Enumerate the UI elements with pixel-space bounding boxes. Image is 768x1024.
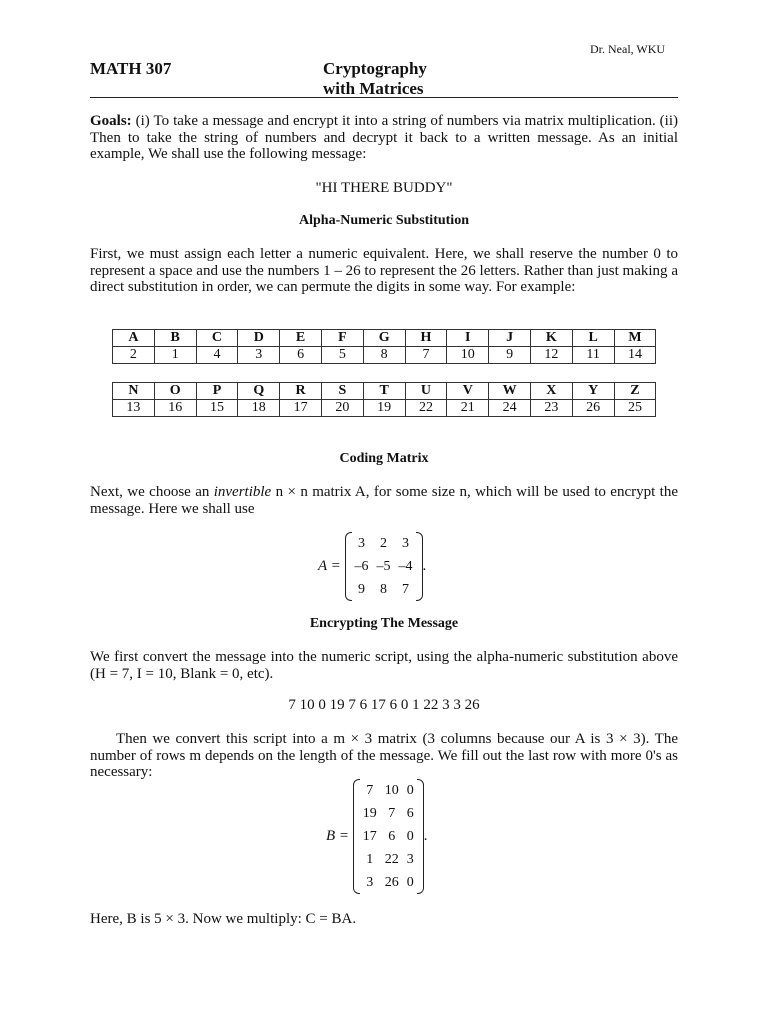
- page-title: [323, 59, 427, 99]
- matrix-entry: 3: [402, 535, 410, 551]
- matrix-entry: 3: [358, 535, 366, 551]
- matrix-a-equation: [318, 532, 426, 601]
- matrix-entry: 26: [384, 874, 399, 890]
- matrix-entry: 6: [388, 828, 396, 844]
- matrix-row: [359, 871, 418, 894]
- letter-cell: H: [405, 330, 447, 347]
- number-cell: 23: [530, 400, 572, 417]
- number-cell: 12: [530, 347, 572, 364]
- matrix-a-label: A =: [318, 557, 341, 574]
- matrix-a-body: [351, 532, 417, 601]
- right-bracket: [416, 532, 423, 601]
- letter-cell: N: [113, 383, 155, 400]
- letter-cell: T: [363, 383, 405, 400]
- number-cell: 18: [238, 400, 280, 417]
- matrix-entry: 10: [384, 782, 399, 798]
- matrix-entry: 6: [406, 805, 414, 821]
- matrix-entry: 19: [362, 805, 377, 821]
- number-cell: 10: [447, 347, 489, 364]
- goals-text: (i) To take a message and encrypt it into a string of numbers via matrix multiplication. (ii) Then to take the string of numbers and decrypt it back to a written message. As an initial example, We shall use the following message:: [90, 113, 678, 162]
- matrix-entry: 7: [402, 581, 410, 597]
- header-divider: [90, 97, 678, 98]
- letter-cell: M: [614, 330, 656, 347]
- table-row-numbers: [113, 400, 656, 417]
- matrix-entry: 3: [406, 851, 414, 867]
- matrix-entry: 22: [384, 851, 399, 867]
- coding-matrix-paragraph: [90, 484, 678, 517]
- goals-paragraph: [90, 113, 678, 163]
- number-cell: 21: [447, 400, 489, 417]
- number-cell: 3: [238, 347, 280, 364]
- letter-cell: X: [530, 383, 572, 400]
- matrix-row: [351, 532, 417, 555]
- table-row-letters: [113, 383, 656, 400]
- number-cell: 16: [154, 400, 196, 417]
- encrypting-paragraph: We first convert the message into the numeric script, using the alpha-numeric substitution above (H = 7, I = 10, Blank = 0, etc).: [90, 649, 678, 682]
- matrix-entry: 2: [380, 535, 388, 551]
- title-line-1: Cryptography: [323, 59, 427, 78]
- number-cell: 19: [363, 400, 405, 417]
- matrix-entry: 9: [358, 581, 366, 597]
- matrix-entry: 8: [380, 581, 388, 597]
- matrix-row: [359, 802, 418, 825]
- letter-cell: I: [447, 330, 489, 347]
- matrix-entry: 0: [406, 828, 414, 844]
- heading-encrypting: Encrypting The Message: [309, 616, 459, 631]
- number-cell: 11: [572, 347, 614, 364]
- number-cell: 8: [363, 347, 405, 364]
- matrix-b-body: [359, 779, 418, 894]
- letter-cell: Y: [572, 383, 614, 400]
- matrix-entry: 1: [366, 851, 374, 867]
- matrix-row: [359, 825, 418, 848]
- letter-cell: C: [196, 330, 238, 347]
- number-cell: 20: [321, 400, 363, 417]
- letter-cell: V: [447, 383, 489, 400]
- matrix-entry: 7: [388, 805, 396, 821]
- letter-cell: R: [280, 383, 322, 400]
- table-row-letters: [113, 330, 656, 347]
- number-cell: 14: [614, 347, 656, 364]
- matrix-row: [359, 848, 418, 871]
- title-line-2: with Matrices: [323, 79, 424, 98]
- letter-cell: G: [363, 330, 405, 347]
- matrix-b: [353, 779, 424, 894]
- left-bracket: [353, 779, 360, 894]
- right-bracket: [417, 779, 424, 894]
- letter-cell: S: [321, 383, 363, 400]
- number-cell: 13: [113, 400, 155, 417]
- author-name: Dr. Neal, WKU: [590, 42, 666, 56]
- number-cell: 7: [405, 347, 447, 364]
- number-cell: 5: [321, 347, 363, 364]
- matrix-b-paragraph: Then we convert this script into a m × 3 matrix (3 columns because our A is 3 × 3). The number of rows m depends on the length of the message. We fill out the last row with more 0's as necessary:: [90, 731, 678, 780]
- matrix-entry: 7: [366, 782, 374, 798]
- letter-cell: P: [196, 383, 238, 400]
- coding-text-a: Next, we choose an: [90, 484, 214, 500]
- letter-cell: L: [572, 330, 614, 347]
- number-cell: 1: [154, 347, 196, 364]
- substitution-paragraph: First, we must assign each letter a numeric equivalent. Here, we shall reserve the number 0 to represent a space and use the numbers 1 – 26 to represent the 26 letters. Rather than just making a direct substitution in order, we can permute the digits in some way. For example:: [90, 246, 678, 295]
- matrix-b-period: .: [423, 827, 428, 844]
- letter-cell: B: [154, 330, 196, 347]
- number-cell: 25: [614, 400, 656, 417]
- closing-line: Here, B is 5 × 3. Now we multiply: C = BA.: [90, 911, 357, 927]
- letter-cell: D: [238, 330, 280, 347]
- number-cell: 26: [572, 400, 614, 417]
- letter-cell: W: [489, 383, 531, 400]
- coding-text-b: n × n matrix A, for some size n, which will be used to encrypt the message. Here we shall use: [90, 484, 678, 517]
- letter-cell: J: [489, 330, 531, 347]
- heading-coding-matrix: Coding Matrix: [339, 451, 429, 466]
- number-cell: 9: [489, 347, 531, 364]
- matrix-entry: 0: [406, 782, 414, 798]
- number-cell: 15: [196, 400, 238, 417]
- number-cell: 2: [113, 347, 155, 364]
- goals-label: Goals:: [90, 113, 132, 129]
- matrix-row: [359, 779, 418, 802]
- course-code: MATH 307: [90, 59, 172, 78]
- number-cell: 17: [280, 400, 322, 417]
- substitution-table-1: [112, 329, 656, 364]
- letter-cell: F: [321, 330, 363, 347]
- example-message: "HI THERE BUDDY": [315, 180, 453, 196]
- substitution-table-2: [112, 382, 656, 417]
- numeric-script: 7 10 0 19 7 6 17 6 0 1 22 3 3 26: [288, 697, 480, 713]
- matrix-entry: –5: [376, 558, 391, 574]
- matrix-b-label: B =: [326, 827, 350, 844]
- letter-cell: O: [154, 383, 196, 400]
- coding-text-emphasis: invertible: [213, 484, 272, 500]
- table-row-numbers: [113, 347, 656, 364]
- matrix-entry: –4: [398, 558, 413, 574]
- number-cell: 22: [405, 400, 447, 417]
- matrix-entry: 0: [406, 874, 414, 890]
- letter-cell: K: [530, 330, 572, 347]
- left-bracket: [345, 532, 352, 601]
- letter-cell: Z: [614, 383, 656, 400]
- letter-cell: E: [280, 330, 322, 347]
- matrix-entry: 3: [366, 874, 374, 890]
- number-cell: 6: [280, 347, 322, 364]
- matrix-a-period: .: [422, 557, 427, 574]
- matrix-entry: –6: [354, 558, 369, 574]
- letter-cell: Q: [238, 383, 280, 400]
- matrix-row: [351, 578, 417, 601]
- matrix-b-equation: [326, 779, 428, 894]
- number-cell: 24: [489, 400, 531, 417]
- letter-cell: A: [113, 330, 155, 347]
- number-cell: 4: [196, 347, 238, 364]
- matrix-entry: 17: [362, 828, 377, 844]
- letter-cell: U: [405, 383, 447, 400]
- matrix-row: [351, 555, 417, 578]
- heading-alpha-numeric: Alpha-Numeric Substitution: [299, 213, 469, 228]
- matrix-a: [345, 532, 423, 601]
